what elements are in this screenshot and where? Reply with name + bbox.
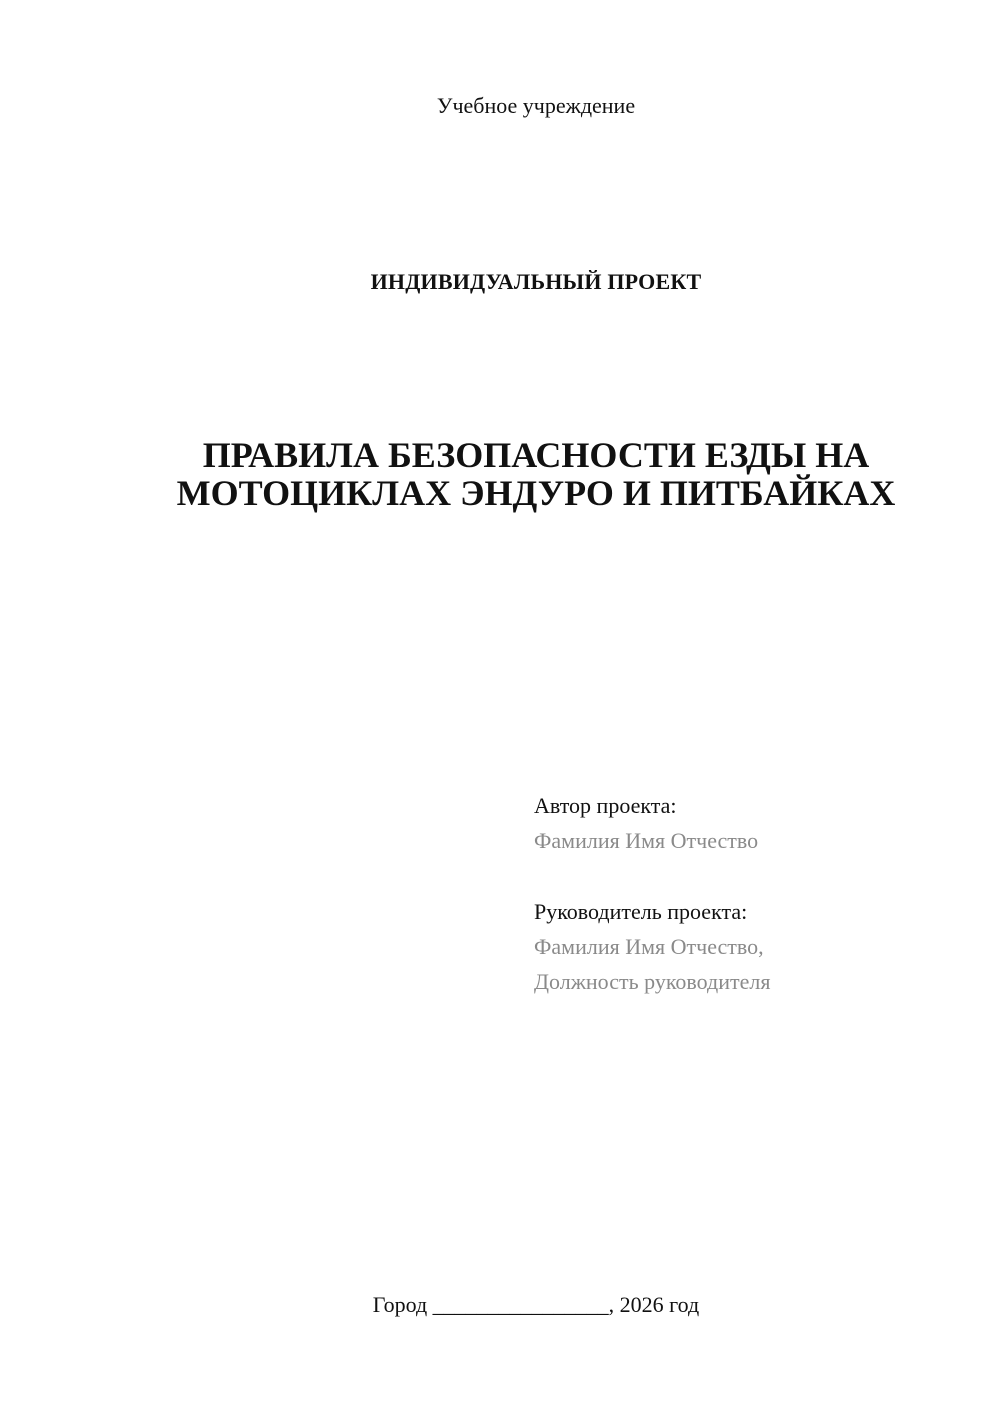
supervisor-position: Должность руководителя	[534, 969, 771, 994]
credits-spacer	[534, 858, 974, 894]
project-title-line-2: МОТОЦИКЛАХ ЭНДУРО И ПИТБАЙКАХ	[176, 473, 896, 513]
project-type-heading: ИНДИВИДУАЛЬНЫЙ ПРОЕКТ	[370, 269, 702, 294]
project-title	[0, 436, 1000, 512]
city-year-line: Город ________________, 2026 год	[372, 1292, 700, 1317]
credits-block	[534, 788, 974, 999]
institution-name: Учебное учреждение	[436, 93, 636, 118]
author-label: Автор проекта:	[534, 793, 677, 818]
supervisor-label: Руководитель проекта:	[534, 899, 748, 924]
supervisor-name: Фамилия Имя Отчество,	[534, 934, 764, 959]
author-name: Фамилия Имя Отчество	[534, 828, 759, 853]
project-title-line-1: ПРАВИЛА БЕЗОПАСНОСТИ ЕЗДЫ НА	[202, 435, 870, 475]
